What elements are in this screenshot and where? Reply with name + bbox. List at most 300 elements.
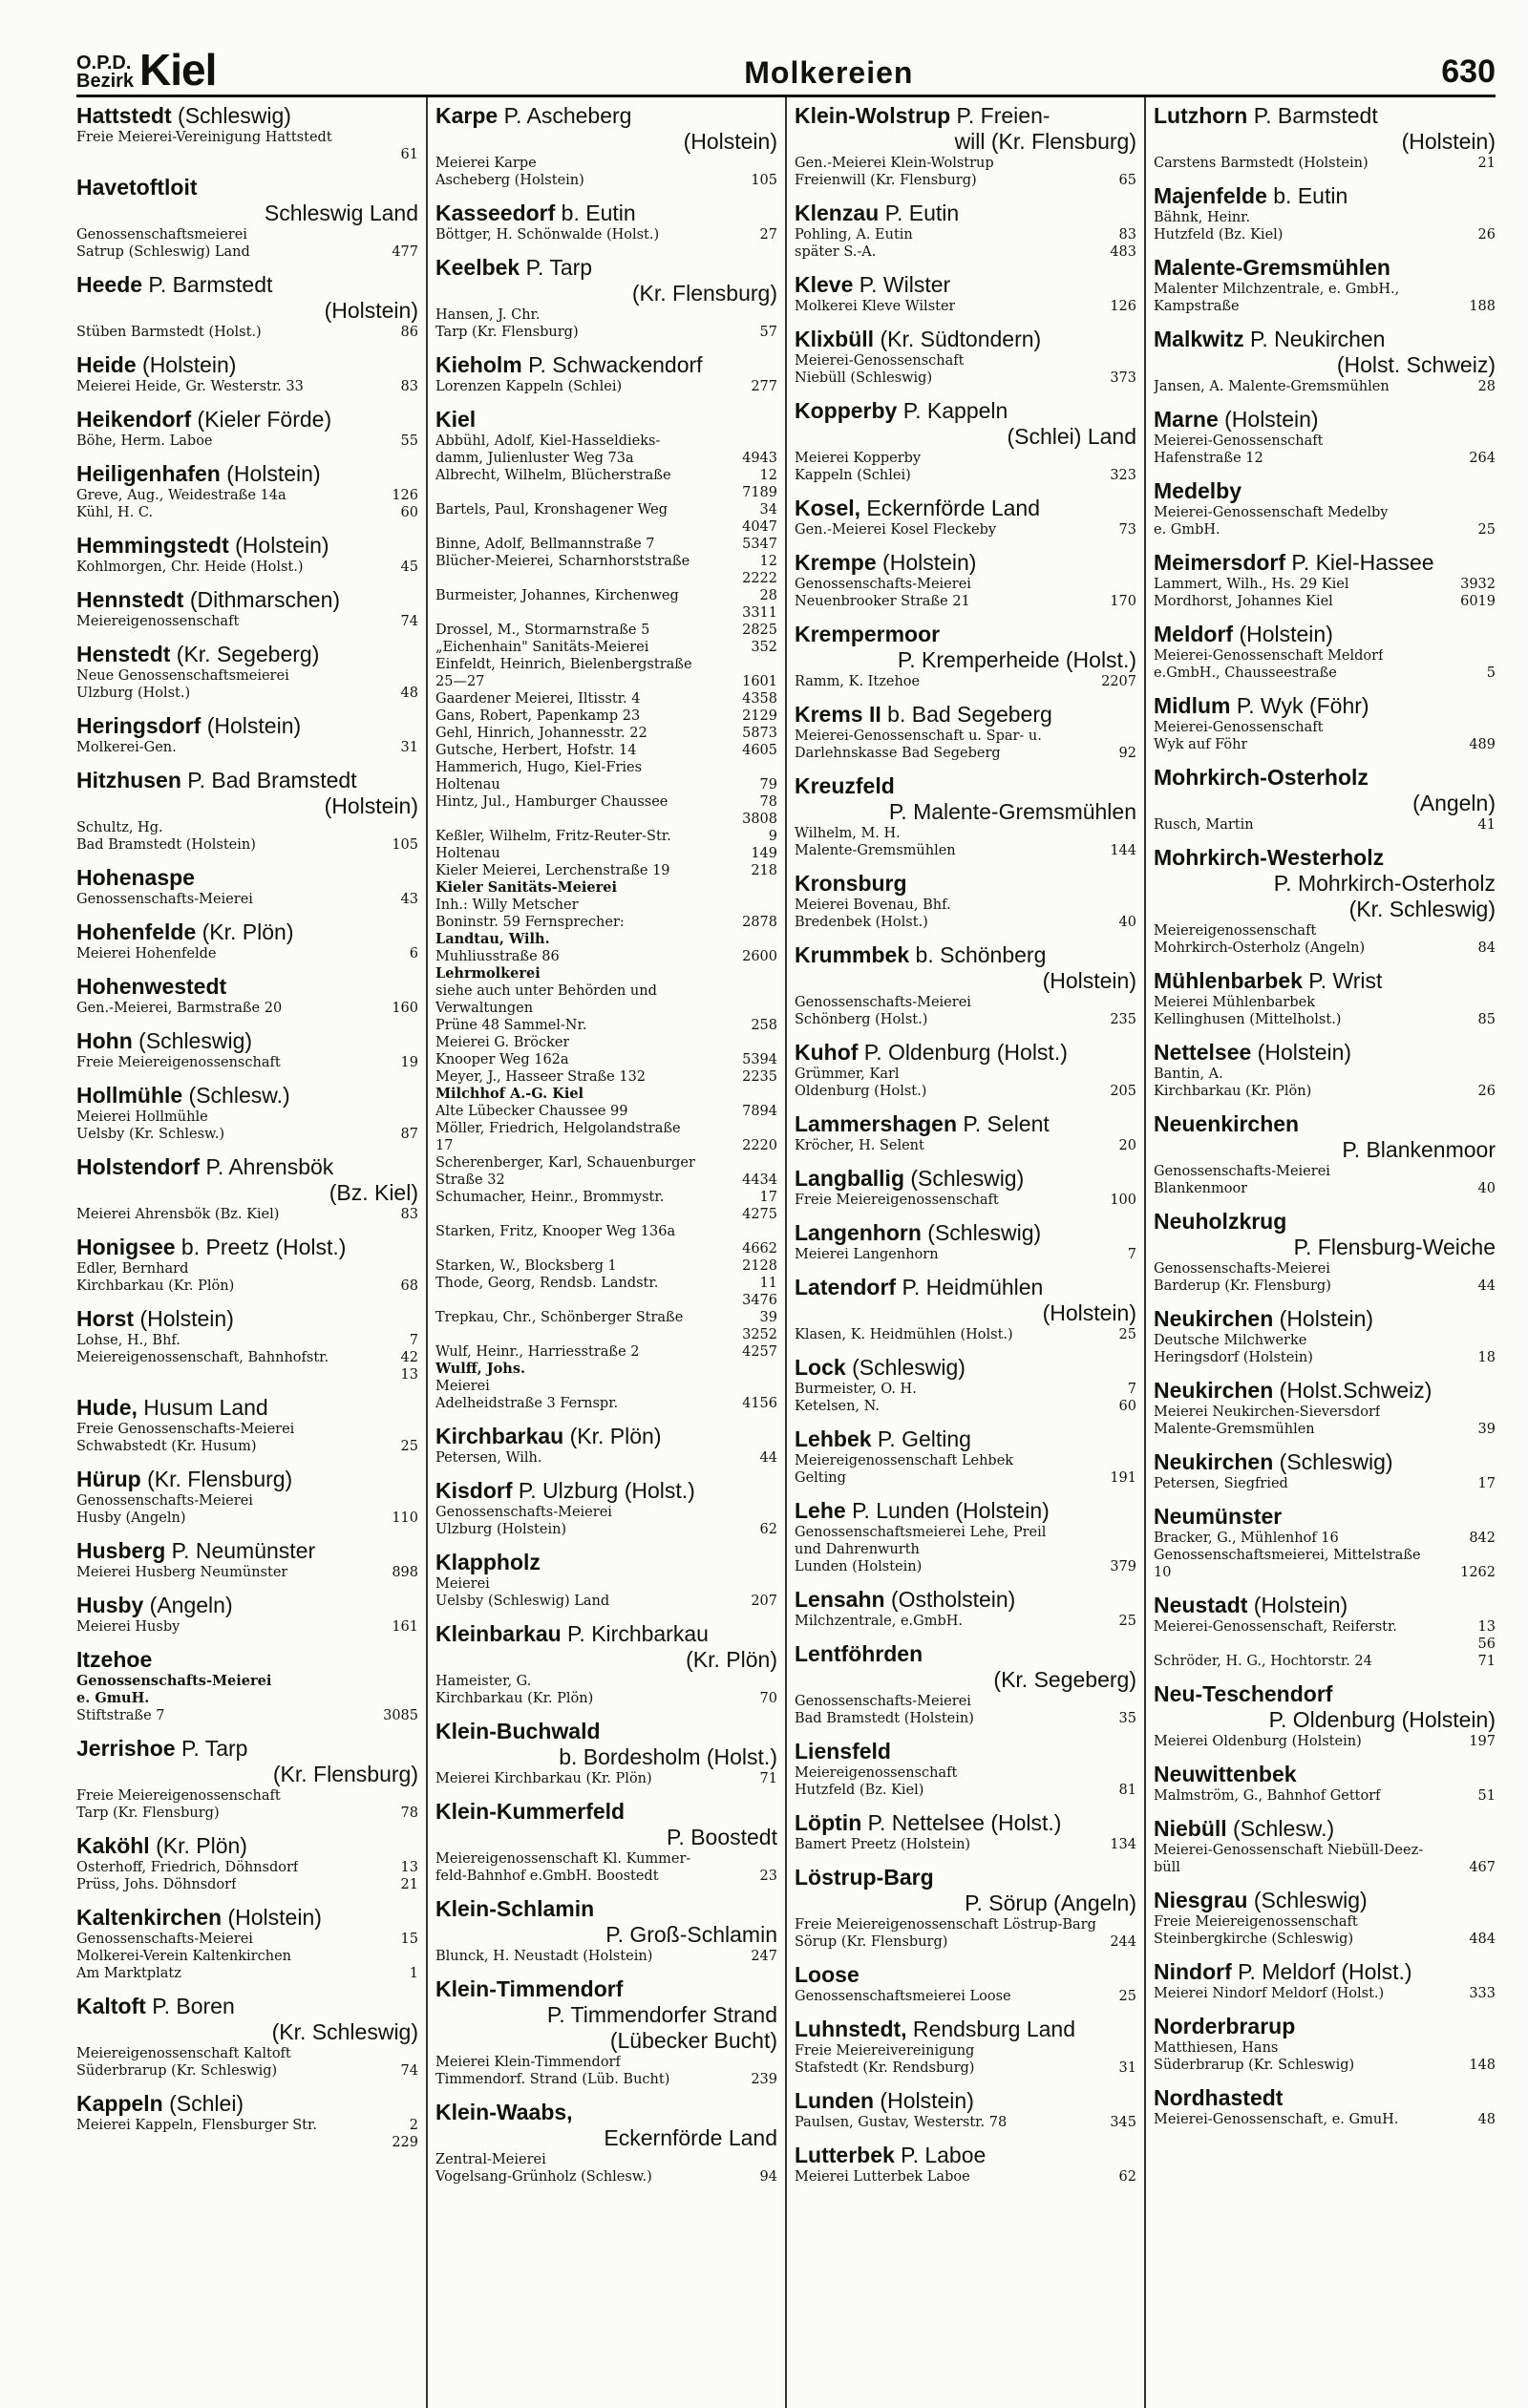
phone-number: 100 xyxy=(1110,1193,1136,1208)
listing-text: Genossenschafts-Meierei xyxy=(435,1505,612,1520)
listing-text: Burmeister, O. H. xyxy=(795,1382,917,1397)
place-heading xyxy=(795,622,1136,647)
listing-line xyxy=(435,1575,777,1593)
phone-number: 31 xyxy=(400,740,418,755)
directory-entry xyxy=(435,1896,777,1965)
phone-number: 207 xyxy=(751,1594,777,1609)
listing-line xyxy=(76,1492,418,1510)
directory-entry xyxy=(1154,622,1496,682)
listing-line xyxy=(435,1275,777,1292)
listing-line xyxy=(1154,1011,1496,1028)
phone-number: 61 xyxy=(400,147,418,162)
place-heading xyxy=(795,1426,1136,1452)
directory-entry xyxy=(1154,1504,1496,1581)
listing-line xyxy=(435,1154,777,1172)
place-qualifier: (Holstein) xyxy=(222,1905,322,1930)
listing-text: Meierei Heide, Gr. Westerstr. 33 xyxy=(76,379,304,394)
listing-line xyxy=(435,1770,777,1787)
listing-line xyxy=(1154,2057,1496,2074)
place-heading xyxy=(1154,845,1496,871)
listing-text: Hansen, J. Chr. xyxy=(435,307,541,323)
listing-text: Jansen, A. Malente-Gremsmühlen xyxy=(1154,379,1390,394)
listing-text: Meierei xyxy=(435,1379,490,1394)
listing-text: Schröder, H. G., Hochtorstr. 24 xyxy=(1154,1654,1372,1669)
phone-number: 4943 xyxy=(742,451,777,466)
column-1 xyxy=(76,97,428,2408)
listing-text: Einfeldt, Heinrich, Bielenbergstraße xyxy=(435,657,692,672)
directory-entry xyxy=(76,974,418,1017)
listing-text: Molkerei-Gen. xyxy=(76,740,177,755)
place-qualifier: P. Wilster xyxy=(853,272,951,297)
listing-text: Meierei Ahrensbök (Bz. Kiel) xyxy=(76,1207,280,1222)
place-heading xyxy=(1154,1959,1496,1985)
listing-text: Schönberg (Holst.) xyxy=(795,1012,928,1027)
place-qualifier-line: (Holstein) xyxy=(1042,968,1136,993)
place-heading xyxy=(795,1865,1136,1890)
directory-entry xyxy=(1154,2085,1496,2128)
listing-text: Tarp (Kr. Flensburg) xyxy=(435,325,579,340)
place-qualifier-line: P. Groß-Schlamin xyxy=(605,1922,777,1947)
place-heading xyxy=(795,103,1136,129)
place-qualifier-line: P. Mohrkirch-Osterholz xyxy=(1273,871,1496,896)
place-name: Hohenfelde xyxy=(76,919,197,944)
listing-line xyxy=(795,2168,1136,2186)
place-heading xyxy=(795,1498,1136,1524)
place-name: Heringsdorf xyxy=(76,713,202,738)
place-name: Kleinbarkau xyxy=(435,1621,562,1646)
place-heading xyxy=(76,642,418,667)
listing-line xyxy=(1154,665,1496,682)
place-name: Kirchbarkau xyxy=(435,1424,564,1448)
directory-entry xyxy=(1154,1816,1496,1876)
listing-text: Kampstraße xyxy=(1154,299,1240,314)
place-qualifier: P. Schwackendorf xyxy=(521,352,703,377)
phone-number: 23 xyxy=(759,1869,777,1884)
listing-line xyxy=(795,1916,1136,1933)
phone-number: 170 xyxy=(1110,594,1136,609)
listing-line xyxy=(1154,736,1496,753)
place-qualifier-line: (Schlei) Land xyxy=(1007,424,1136,449)
phone-number: 85 xyxy=(1477,1012,1496,1027)
phone-number: 17 xyxy=(759,1190,777,1205)
place-name: Klein-Timmendorf xyxy=(435,1976,624,2001)
listing-text: e. GmbH. xyxy=(1154,522,1220,538)
listing-text: Grümmer, Karl xyxy=(795,1067,900,1082)
place-qualifier-line: b. Bordesholm (Holst.) xyxy=(559,1744,777,1769)
directory-entry xyxy=(1154,1681,1496,1750)
place-name: Hennstedt xyxy=(76,587,184,612)
listing-line xyxy=(1154,1349,1496,1366)
phone-number: 28 xyxy=(1477,379,1496,394)
directory-entry xyxy=(795,398,1136,484)
place-qualifier: (Schlesw.) xyxy=(182,1083,290,1108)
phone-number: 68 xyxy=(400,1278,418,1294)
listing-text: Deutsche Milchwerke xyxy=(1154,1333,1307,1348)
place-heading xyxy=(795,1166,1136,1192)
listing-line xyxy=(1154,1636,1496,1653)
phone-number: 5 xyxy=(1486,665,1496,681)
listing-line xyxy=(76,1965,418,1982)
listing-text: Genossenschaftsmeierei, Mittelstraße xyxy=(1154,1548,1421,1563)
phone-number: 83 xyxy=(400,379,418,394)
phone-number: 197 xyxy=(1469,1734,1496,1749)
directory-entry xyxy=(1154,1888,1496,1948)
listing-line xyxy=(435,776,777,793)
listing-text: Schumacher, Heinr., Brommystr. xyxy=(435,1190,665,1205)
place-qualifier: P. Ascheberg xyxy=(498,103,632,128)
phone-number: 13 xyxy=(400,1860,418,1875)
place-qualifier-line: P. Blankenmoor xyxy=(1342,1137,1496,1162)
listing-line xyxy=(435,324,777,341)
listing-line xyxy=(1154,1066,1496,1083)
place-heading xyxy=(795,272,1136,298)
phone-number: 161 xyxy=(392,1619,418,1635)
listing-text: Lorenzen Kappeln (Schlei) xyxy=(435,379,623,394)
place-heading xyxy=(435,407,777,433)
listing-line xyxy=(795,1933,1136,1951)
place-name: Heikendorf xyxy=(76,407,192,432)
listing-text: Gen.-Meierei, Barmstraße 20 xyxy=(76,1001,283,1016)
place-name: Kappeln xyxy=(76,2091,163,2116)
directory-entry xyxy=(435,2100,777,2186)
listing-text: Blunck, H. Neustadt (Holstein) xyxy=(435,1949,653,1964)
place-name: Liensfeld xyxy=(795,1739,891,1764)
phone-number: 7 xyxy=(1127,1382,1136,1397)
phone-number: 51 xyxy=(1477,1788,1496,1804)
listing-text: Meyer, J., Hasseer Straße 132 xyxy=(435,1069,647,1085)
phone-number: 39 xyxy=(759,1310,777,1325)
place-name: Mohrkirch-Osterholz xyxy=(1154,765,1369,790)
listing-line xyxy=(795,1398,1136,1415)
place-qualifier: (Ostholstein) xyxy=(884,1587,1016,1612)
listing-text: Greve, Aug., Weidestraße 14a xyxy=(76,488,286,503)
directory-entry xyxy=(1154,968,1496,1028)
phone-number: 57 xyxy=(759,325,777,340)
place-heading xyxy=(1154,1449,1496,1475)
listing-text: Rusch, Martin xyxy=(1154,817,1254,833)
place-heading xyxy=(1154,550,1496,576)
directory-entry xyxy=(76,1154,418,1223)
listing-text: Neue Genossenschaftsmeierei xyxy=(76,668,289,684)
phone-number: 74 xyxy=(400,2063,418,2079)
place-name: Lammershagen xyxy=(795,1111,958,1136)
place-qualifier: b. Bad Segeberg xyxy=(881,702,1052,727)
place-name: Hohn xyxy=(76,1028,133,1053)
place-name: Neustadt xyxy=(1154,1593,1248,1617)
place-name: Löstrup-Barg xyxy=(795,1865,934,1890)
listing-text: Hammerich, Hugo, Kiel-Fries xyxy=(435,760,643,775)
directory-entry xyxy=(76,1028,418,1071)
place-qualifier: b. Eutin xyxy=(1266,183,1348,208)
listing-line xyxy=(76,2117,418,2134)
phone-number: 484 xyxy=(1469,1932,1496,1947)
listing-line xyxy=(1154,816,1496,834)
listing-line xyxy=(795,1836,1136,1853)
listing-text: Burmeister, Johannes, Kirchenweg xyxy=(435,588,679,603)
listing-line xyxy=(76,504,418,521)
directory-entry xyxy=(435,201,777,243)
listing-text: Schwabstedt (Kr. Husum) xyxy=(76,1439,257,1454)
place-heading xyxy=(76,272,418,298)
listing-line xyxy=(435,1309,777,1326)
place-name: Neukirchen xyxy=(1154,1306,1274,1331)
place-name: Krempermoor xyxy=(795,622,941,646)
place-heading xyxy=(76,1306,418,1332)
place-qualifier: P. Selent xyxy=(957,1111,1050,1136)
listing-text: Meiereigenossenschaft, Bahnhofstr. xyxy=(76,1350,329,1365)
place-name: Neukirchen xyxy=(1154,1449,1274,1474)
place-name: Heiligenhafen xyxy=(76,461,221,486)
place-heading xyxy=(435,1896,777,1922)
directory-entry xyxy=(795,1962,1136,2005)
listing-text: Hutzfeld (Bz. Kiel) xyxy=(795,1783,924,1798)
place-qualifier-line: P. Malente-Gremsmühlen xyxy=(888,799,1136,824)
listing-text: Stafstedt (Kr. Rendsburg) xyxy=(795,2060,975,2076)
place-heading xyxy=(1154,1378,1496,1404)
listing-text: Meierei-Genossenschaft, e. GmuH. xyxy=(1154,2112,1399,2127)
listing-line xyxy=(1154,647,1496,665)
listing-text: Lohse, H., Bhf. xyxy=(76,1333,180,1348)
listing-text: Meierei-Genossenschaft xyxy=(1154,720,1324,735)
directory-entry xyxy=(795,1810,1136,1853)
place-heading xyxy=(76,1154,418,1180)
place-qualifier: (Schleswig) xyxy=(1273,1449,1393,1474)
place-name: Norderbrarup xyxy=(1154,2014,1296,2038)
listing-text: Hutzfeld (Bz. Kiel) xyxy=(1154,227,1284,243)
phone-number: 79 xyxy=(759,777,777,792)
phone-number: 11 xyxy=(759,1276,777,1291)
listing-line xyxy=(435,1343,777,1361)
listing-line xyxy=(76,1260,418,1278)
listing-line xyxy=(76,1707,418,1724)
listing-text: Niebüll (Schleswig) xyxy=(795,370,933,386)
directory-entry xyxy=(795,622,1136,690)
listing-text: und Dahrenwurth xyxy=(795,1542,920,1557)
phone-number: 40 xyxy=(1477,1181,1496,1196)
place-heading xyxy=(435,255,777,281)
listing-line xyxy=(795,243,1136,261)
place-heading xyxy=(1154,1816,1496,1842)
listing-line xyxy=(76,1859,418,1876)
listing-text: Heringsdorf (Holstein) xyxy=(1154,1350,1313,1365)
phone-number: 2128 xyxy=(742,1258,777,1274)
phone-number: 45 xyxy=(400,560,418,575)
place-qualifier: P. Freien- xyxy=(950,103,1050,128)
listing-text: Malente-Gremsmühlen xyxy=(795,843,956,858)
place-qualifier: (Angeln) xyxy=(143,1593,233,1617)
place-heading xyxy=(1154,622,1496,647)
place-name: Karpe xyxy=(435,103,499,128)
phone-number: 48 xyxy=(1477,2112,1496,2127)
place-heading xyxy=(76,533,418,559)
place-heading xyxy=(795,1587,1136,1613)
phone-number: 2129 xyxy=(742,708,777,724)
listing-text: Scherenberger, Karl, Schauenburger xyxy=(435,1155,695,1171)
listing-line xyxy=(795,1541,1136,1558)
directory-entry xyxy=(1154,327,1496,395)
phone-number: 4605 xyxy=(742,743,777,758)
place-qualifier-line: (Kr. Flensburg) xyxy=(272,1762,418,1786)
place-name: Husby xyxy=(76,1593,144,1617)
listing-line xyxy=(76,1805,418,1822)
listing-line xyxy=(435,1948,777,1965)
place-heading xyxy=(76,103,418,129)
place-name: Hemmingstedt xyxy=(76,533,229,558)
listing-line xyxy=(435,1868,777,1885)
listing-line xyxy=(795,825,1136,842)
listing-line xyxy=(435,1086,777,1103)
place-heading xyxy=(795,327,1136,352)
place-qualifier-line: (Holstein) xyxy=(324,793,418,818)
listing-line xyxy=(435,570,777,587)
place-name: Hohenaspe xyxy=(76,865,195,890)
place-name: Henstedt xyxy=(76,642,171,666)
place-heading xyxy=(795,2017,1136,2042)
place-name: Langballig xyxy=(795,1166,904,1191)
listing-line xyxy=(435,708,777,725)
place-qualifier: P. Neukirchen xyxy=(1243,327,1386,351)
phone-number: 60 xyxy=(1118,1399,1136,1414)
listing-text: Meierei-Genossenschaft, Reiferstr. xyxy=(1154,1619,1397,1635)
place-name: Meimersdorf xyxy=(1154,550,1286,575)
place-name: Klappholz xyxy=(435,1550,541,1574)
listing-text: Am Marktplatz xyxy=(76,1966,181,1981)
listing-line xyxy=(795,1246,1136,1263)
listing-line xyxy=(76,1349,418,1366)
phone-number: 83 xyxy=(400,1207,418,1222)
place-qualifier: (Kieler Förde) xyxy=(191,407,332,432)
directory-entry xyxy=(76,1833,418,1893)
place-qualifier: P. Kappeln xyxy=(897,398,1008,423)
place-name: Kaköhl xyxy=(76,1833,150,1858)
place-qualifier: (Holstein) xyxy=(220,461,321,486)
place-name: Lensahn xyxy=(795,1587,885,1612)
place-qualifier: (Kr. Plön) xyxy=(563,1424,662,1448)
place-name: Neuwittenbek xyxy=(1154,1762,1297,1786)
listing-line xyxy=(795,352,1136,370)
phone-number: 41 xyxy=(1477,817,1496,833)
place-name: Majenfelde xyxy=(1154,183,1267,208)
place-heading xyxy=(76,1467,418,1492)
listing-line xyxy=(435,172,777,189)
directory-entry xyxy=(76,1994,418,2080)
place-heading xyxy=(795,550,1136,576)
phone-number: 373 xyxy=(1110,370,1136,386)
listing-text: Süderbrarup (Kr. Schleswig) xyxy=(76,2063,278,2079)
phone-number: 160 xyxy=(392,1001,418,1016)
listing-text: Genossenschafts-Meierei xyxy=(76,1932,253,1947)
phone-number: 56 xyxy=(1477,1637,1496,1652)
listing-text: Freie Meiereigenossenschaft xyxy=(795,1193,999,1208)
place-qualifier: (Holstein) xyxy=(1247,1593,1348,1617)
listing-text: Böhe, Herm. Laboe xyxy=(76,433,213,449)
listing-text: „Eichenhain" Sanitäts-Meierei xyxy=(435,640,649,655)
listing-line xyxy=(435,1240,777,1257)
directory-entry xyxy=(435,1719,777,1787)
listing-text: Landtau, Wilh. xyxy=(435,931,550,947)
listing-text: Meierei Langenhorn xyxy=(795,1247,939,1262)
listing-text: Meierei Kirchbarkau (Kr. Plön) xyxy=(435,1771,652,1786)
place-name: Meldorf xyxy=(1154,622,1234,646)
place-heading xyxy=(435,1976,777,2002)
phone-number: 25 xyxy=(400,1439,418,1454)
listing-line xyxy=(1154,1083,1496,1100)
phone-number: 148 xyxy=(1469,2058,1496,2073)
directory-entry xyxy=(1154,550,1496,610)
place-heading xyxy=(1154,327,1496,352)
phone-number: 3252 xyxy=(742,1327,777,1342)
place-qualifier: (Schleswig) xyxy=(904,1166,1025,1191)
place-name: Klenzau xyxy=(795,201,880,225)
listing-text: Genossenschafts-Meierei xyxy=(795,577,971,592)
directory-entry xyxy=(1154,183,1496,243)
listing-text: Barderup (Kr. Flensburg) xyxy=(1154,1278,1331,1294)
directory-entry xyxy=(76,1083,418,1143)
place-name: Kaltenkirchen xyxy=(76,1905,223,1930)
directory-entry xyxy=(1154,103,1496,172)
phone-number: 94 xyxy=(759,2169,777,2185)
place-qualifier: (Holstein) xyxy=(1251,1040,1352,1065)
listing-line xyxy=(1154,940,1496,957)
listing-line xyxy=(1154,1913,1496,1931)
directory-entry xyxy=(1154,1593,1496,1670)
place-qualifier: P. Oldenburg (Holst.) xyxy=(858,1040,1068,1065)
place-heading xyxy=(1154,478,1496,504)
place-heading xyxy=(76,1647,418,1673)
listing-line xyxy=(435,553,777,570)
listing-line xyxy=(795,1192,1136,1209)
place-qualifier: P. Neumünster xyxy=(165,1538,316,1563)
listing-line xyxy=(76,487,418,504)
phone-number: 264 xyxy=(1469,451,1496,466)
phone-number: 6 xyxy=(409,946,418,961)
place-qualifier-line: (Holst. Schweiz) xyxy=(1336,352,1496,377)
place-qualifier: P. Kiel-Hassee xyxy=(1285,550,1434,575)
directory-entry xyxy=(795,1220,1136,1263)
listing-text: Kohlmorgen, Chr. Heide (Holst.) xyxy=(76,560,304,575)
listing-text: Pohling, A. Eutin xyxy=(795,227,913,243)
place-name: Nettelsee xyxy=(1154,1040,1252,1065)
listing-text: Milchhof A.-G. Kiel xyxy=(435,1086,584,1102)
listing-text: Gaardener Meierei, Iltisstr. 4 xyxy=(435,691,641,707)
place-heading xyxy=(1154,2085,1496,2111)
listing-text: Meierei Hohenfelde xyxy=(76,946,217,961)
directory-entry xyxy=(76,865,418,908)
phone-number: 842 xyxy=(1469,1531,1496,1546)
listing-line xyxy=(795,2042,1136,2059)
place-heading xyxy=(435,1621,777,1647)
listing-line xyxy=(1154,2111,1496,2128)
place-name: Neukirchen xyxy=(1154,1378,1274,1403)
place-qualifier: (Schleswig) xyxy=(132,1028,253,1053)
listing-line xyxy=(435,1137,777,1154)
place-name: Klixbüll xyxy=(795,327,875,351)
listing-text: Alte Lübecker Chaussee 99 xyxy=(435,1104,628,1119)
listing-text: Hafenstraße 12 xyxy=(1154,451,1263,466)
listing-text: Ramm, K. Itzehoe xyxy=(795,674,921,689)
phone-number: 4358 xyxy=(742,691,777,707)
page-header xyxy=(76,44,1496,97)
listing-text: Freie Meiereivereinigung xyxy=(795,2043,975,2059)
listing-line xyxy=(435,931,777,948)
place-name: Kaltoft xyxy=(76,1994,146,2018)
listing-text: Boninstr. 59 Fernsprecher: xyxy=(435,915,625,930)
place-heading xyxy=(1154,103,1496,129)
listing-text: Molkerei Kleve Wilster xyxy=(795,299,956,314)
directory-entry xyxy=(795,496,1136,539)
listing-text: Gen.-Meierei Kosel Fleckeby xyxy=(795,522,997,538)
listing-line xyxy=(76,324,418,341)
